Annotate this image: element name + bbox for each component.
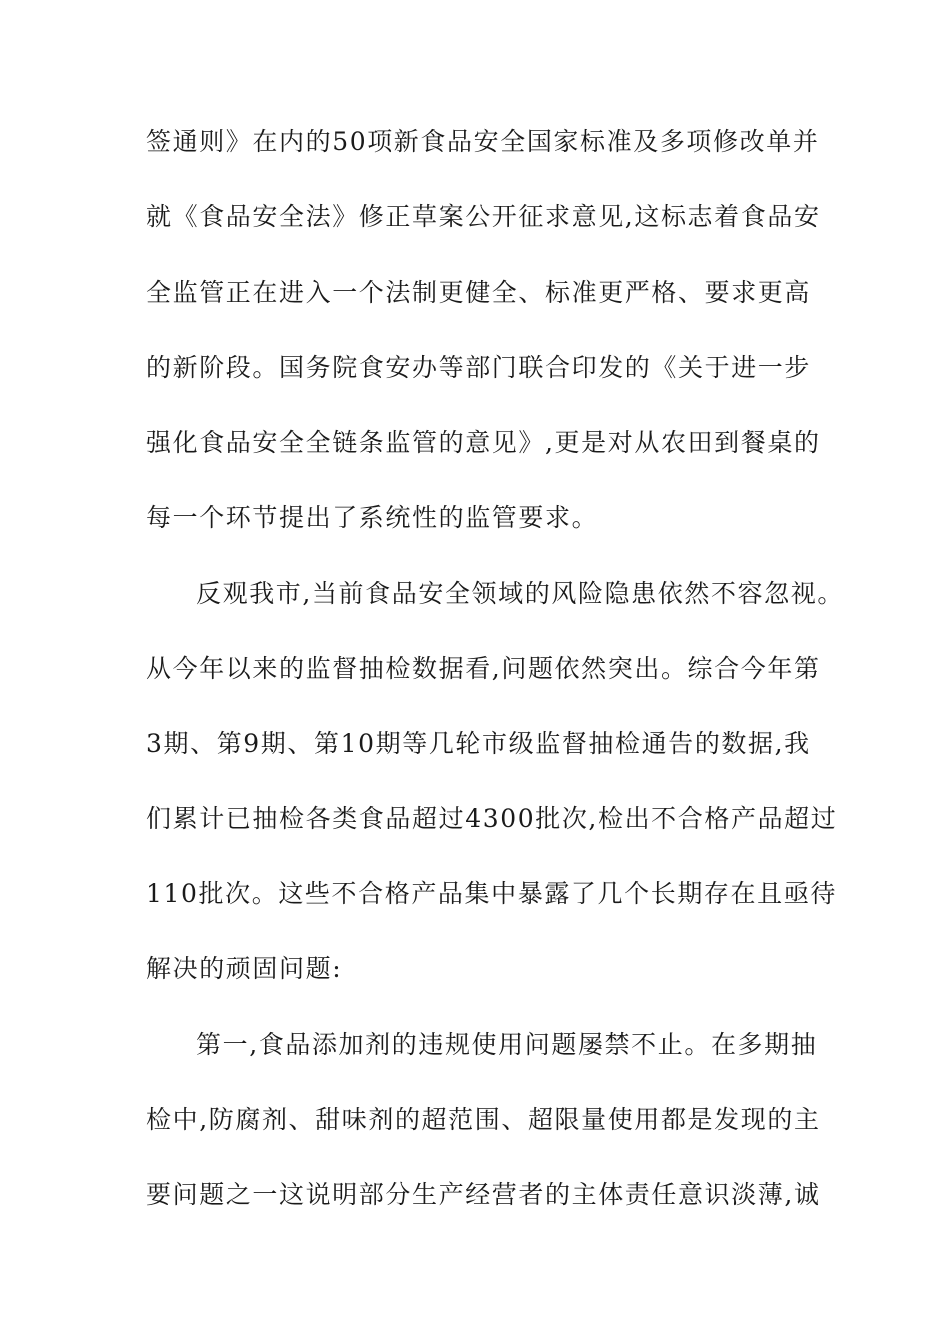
paragraph-line: 签通则》在内的50项新食品安全国家标准及多项修改单并 [146, 127, 820, 156]
paragraph-line: 检中,防腐剂、甜味剂的超范围、超限量使用都是发现的主 [146, 1105, 821, 1134]
paragraph-line: 从今年以来的监督抽检数据看,问题依然突出。综合今年第 [146, 654, 821, 683]
paragraph-line: 全监管正在进入一个法制更健全、标准更严格、要求更高 [146, 278, 812, 307]
paragraph-line: 110批次。这些不合格产品集中暴露了几个长期存在且亟待 [146, 879, 837, 908]
paragraph-line: 就《食品安全法》修正草案公开征求意见,这标志着食品安 [146, 202, 821, 231]
paragraph-line: 要问题之一这说明部分生产经营者的主体责任意识淡薄,诚 [146, 1180, 821, 1209]
paragraph-line: 3期、第9期、第10期等几轮市级监督抽检通告的数据,我 [146, 729, 811, 758]
paragraph-line: 解决的顽固问题: [146, 954, 343, 983]
paragraph-line: 的新阶段。国务院食安办等部门联合印发的《关于进一步 [146, 353, 812, 382]
paragraph-first-line: 第一,食品添加剂的违规使用问题屡禁不止。在多期抽 [196, 1030, 818, 1059]
paragraph-first-line: 反观我市,当前食品安全领域的风险隐患依然不容忽视。 [196, 579, 844, 608]
paragraph-line: 每一个环节提出了系统性的监管要求。 [146, 503, 599, 532]
paragraph-line: 们累计已抽检各类食品超过4300批次,检出不合格产品超过 [146, 804, 838, 833]
paragraph-line: 强化食品安全全链条监管的意见》,更是对从农田到餐桌的 [146, 428, 821, 457]
